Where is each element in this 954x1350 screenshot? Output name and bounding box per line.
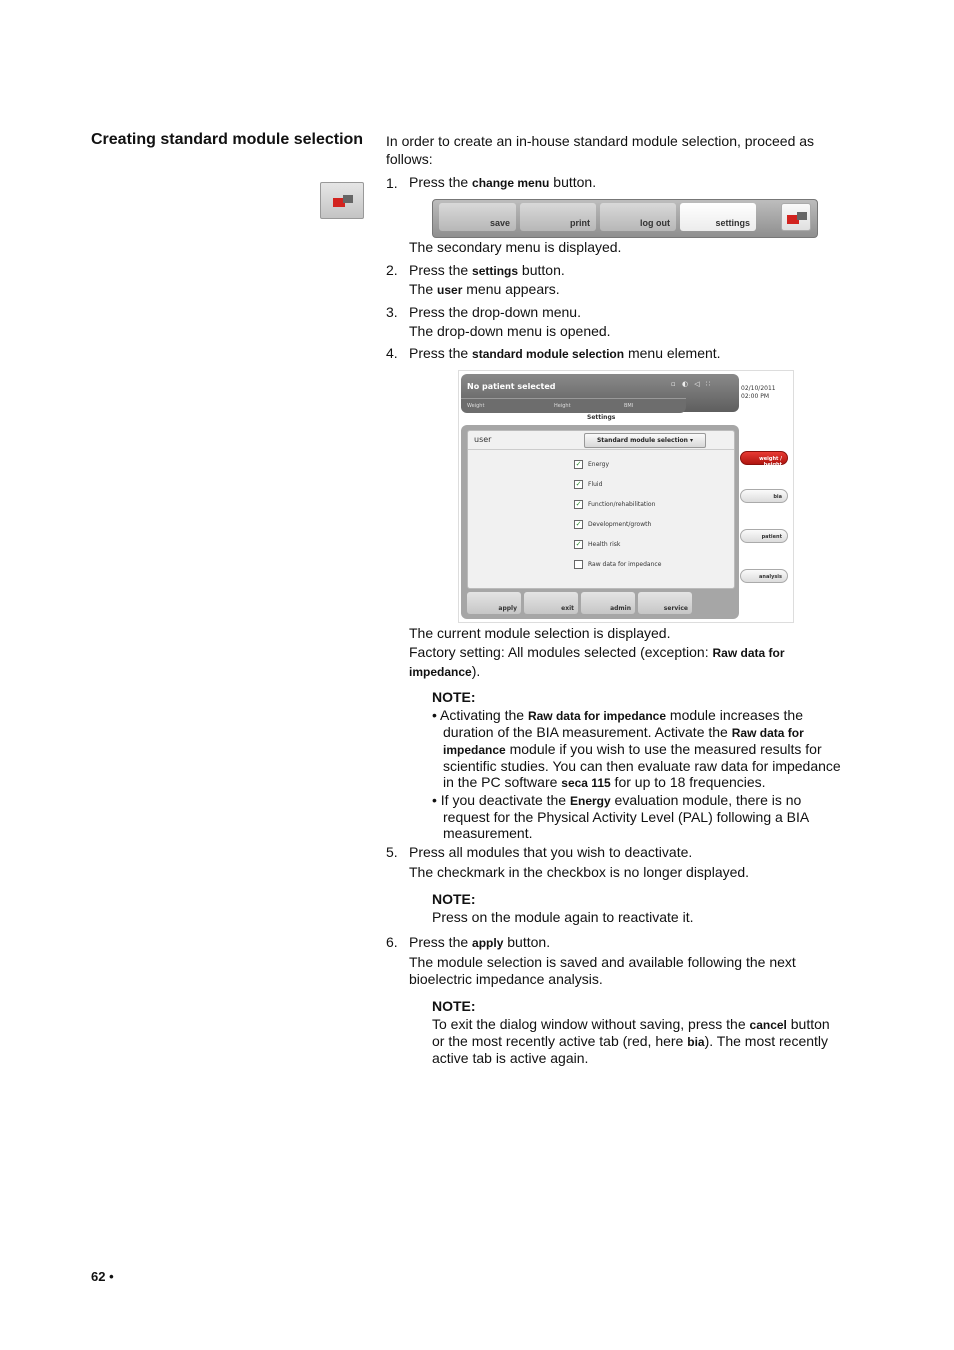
apply-button[interactable]: apply bbox=[467, 592, 521, 614]
factory-setting-line-1: Factory setting: All modules selected (exception: Raw data for bbox=[409, 644, 785, 660]
admin-button[interactable]: admin bbox=[581, 592, 635, 614]
step-3-text: Press the drop-down menu. bbox=[409, 304, 581, 320]
checkbox-checked-icon: ✓ bbox=[575, 540, 582, 548]
save-button[interactable]: save bbox=[439, 203, 516, 231]
module-health-risk[interactable]: ✓ Health risk bbox=[575, 540, 621, 548]
step-6-text: Press the apply button. bbox=[409, 934, 551, 950]
patient-status: No patient selected bbox=[467, 382, 556, 391]
checkbox-checked-icon: ✓ bbox=[575, 520, 582, 528]
step-3-number: 3. bbox=[386, 304, 398, 320]
module-raw-data-impedance[interactable]: Raw data for impedance bbox=[574, 560, 661, 569]
settings-button[interactable]: settings bbox=[680, 203, 756, 231]
intro-line-1: In order to create an in-house standard module selection, proceed as bbox=[386, 133, 815, 149]
note-2-text: Press on the module again to reactivate it. bbox=[432, 909, 694, 925]
service-button[interactable]: service bbox=[638, 592, 692, 614]
exit-button[interactable]: exit bbox=[524, 592, 578, 614]
section-title: Creating standard module selection bbox=[91, 131, 364, 148]
screen-time: 02:00 PM bbox=[741, 393, 769, 400]
print-button[interactable]: print bbox=[520, 203, 596, 231]
settings-screen-illustration bbox=[458, 370, 794, 623]
screen-date: 02/10/2011 bbox=[741, 385, 776, 392]
step-2-text: Press the settings button. bbox=[409, 262, 565, 278]
secondary-menu-toolbar bbox=[432, 199, 818, 238]
page-number: 62 • bbox=[91, 1269, 114, 1284]
step-1-text: Press the change menu button. bbox=[409, 174, 597, 190]
note-1-bullet-1: • Activating the Raw data for impedance module increases the duration of the BIA measurement. Activate the Raw data for impedance module if you wish to use the measured results for scientific studies. You can then evaluate raw data for impedance in the PC software seca 115 for up to 18 frequencies. bbox=[432, 707, 841, 790]
checkbox-checked-icon: ✓ bbox=[575, 500, 582, 508]
module-development-growth[interactable]: ✓ Development/growth bbox=[575, 520, 652, 528]
step-1-number: 1. bbox=[386, 175, 398, 191]
step-1-result: The secondary menu is displayed. bbox=[409, 239, 622, 255]
checkbox-checked-icon: ✓ bbox=[575, 480, 582, 488]
user-label: user bbox=[474, 435, 492, 444]
settings-title: Settings bbox=[587, 414, 616, 421]
step-2-result: The user menu appears. bbox=[409, 281, 560, 297]
change-menu-term: change menu bbox=[472, 176, 550, 190]
weight-label: Weight bbox=[467, 403, 485, 409]
note-3-text: To exit the dialog window without saving, press the cancel button or the most recently active tab (red, here bia). The most recently active tab is active again. bbox=[432, 1016, 830, 1066]
status-icons: ▫ ◐ ◁ ∷ bbox=[671, 380, 713, 388]
module-dropdown[interactable]: Standard module selection ▾ bbox=[584, 433, 706, 448]
step-4-text: Press the standard module selection menu element. bbox=[409, 345, 721, 361]
step-4-number: 4. bbox=[386, 345, 398, 361]
factory-setting-line-2: impedance). bbox=[409, 663, 481, 679]
checkbox-checked-icon: ✓ bbox=[575, 460, 582, 468]
change-menu-icon bbox=[787, 212, 809, 224]
note-2-title: NOTE: bbox=[432, 891, 476, 907]
module-list-area bbox=[467, 430, 735, 589]
note-1-title: NOTE: bbox=[432, 689, 476, 705]
log-out-button[interactable]: log out bbox=[600, 203, 676, 231]
tab-bia[interactable]: bia bbox=[740, 489, 788, 503]
module-function-rehabilitation[interactable]: ✓ Function/rehabilitation bbox=[575, 500, 656, 508]
bmi-label: BMI bbox=[624, 403, 634, 409]
change-menu-icon bbox=[320, 182, 364, 219]
note-3-title: NOTE: bbox=[432, 998, 476, 1014]
change-menu-button[interactable] bbox=[781, 203, 811, 231]
step-3-result: The drop-down menu is opened. bbox=[409, 323, 611, 339]
module-fluid[interactable]: ✓ Fluid bbox=[575, 480, 603, 488]
step-6-result-2: bioelectric impedance analysis. bbox=[409, 971, 603, 987]
tab-patient[interactable]: patient bbox=[740, 529, 788, 543]
step-5-text: Press all modules that you wish to deactivate. bbox=[409, 844, 693, 860]
after-step-4-line-1: The current module selection is displayed. bbox=[409, 625, 671, 641]
tab-analysis[interactable]: analysis bbox=[740, 569, 788, 583]
step-5-result: The checkmark in the checkbox is no longer displayed. bbox=[409, 864, 750, 880]
chevron-down-icon: ▾ bbox=[690, 437, 694, 444]
height-label: Height bbox=[554, 403, 571, 409]
step-6-result-1: The module selection is saved and available following the next bbox=[409, 954, 796, 970]
settings-panel bbox=[461, 425, 739, 619]
intro-line-2: follows: bbox=[386, 151, 433, 167]
step-5-number: 5. bbox=[386, 844, 398, 860]
module-energy[interactable]: ✓ Energy bbox=[575, 460, 610, 468]
patient-header-bar bbox=[461, 374, 739, 412]
step-6-number: 6. bbox=[386, 934, 398, 950]
step-2-number: 2. bbox=[386, 262, 398, 278]
tab-weight-height[interactable]: weight / height bbox=[740, 451, 788, 465]
measurement-strip bbox=[461, 398, 686, 413]
note-1-bullet-2: • If you deactivate the Energy evaluation module, there is no request for the Physical Activity Level (PAL) following a BIA measurement. bbox=[432, 792, 810, 841]
checkbox-empty-icon bbox=[574, 560, 583, 569]
